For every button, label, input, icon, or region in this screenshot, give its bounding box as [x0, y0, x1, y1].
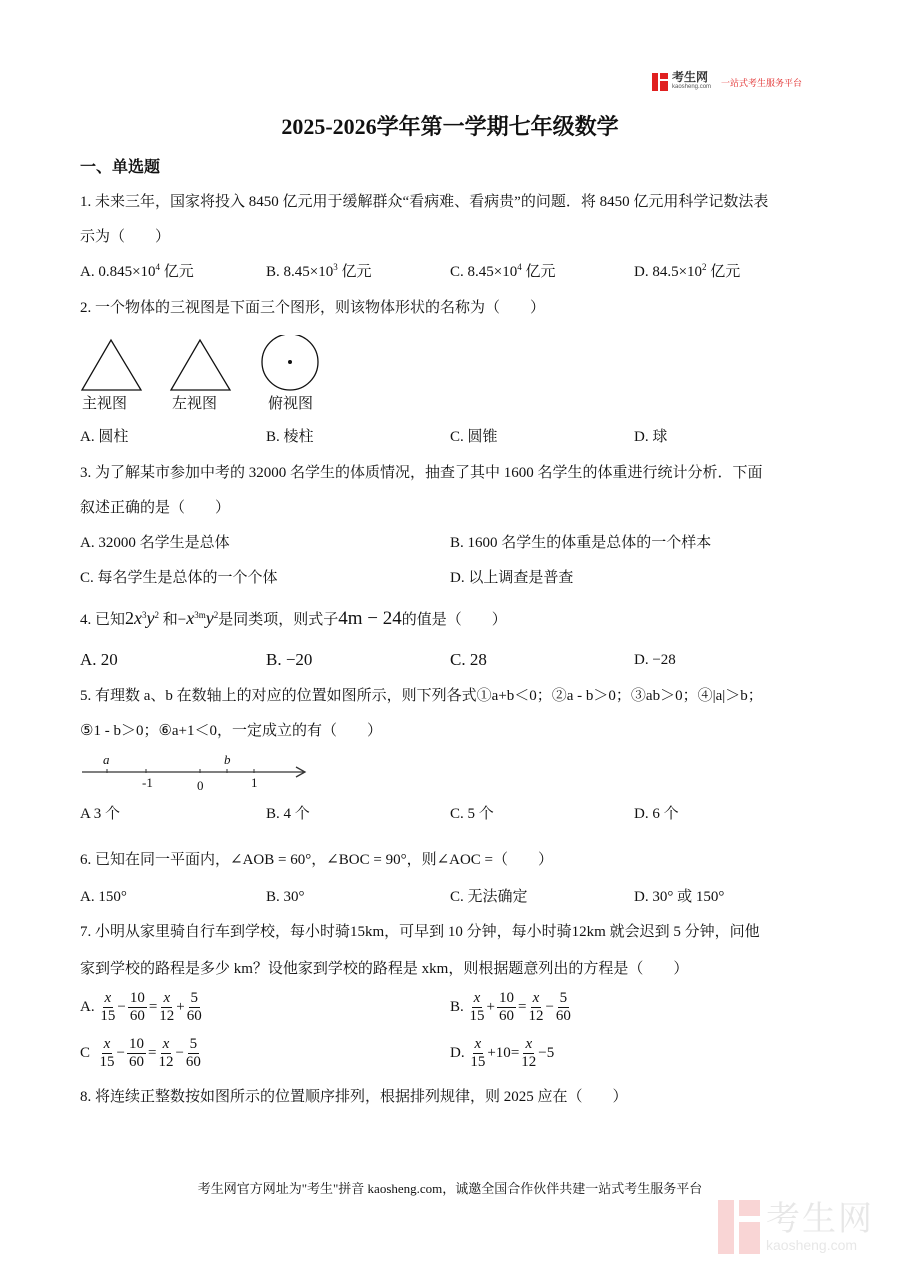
watermark-logo-icon: [718, 1200, 760, 1254]
q8-stem: 8. 将连续正整数按如图所示的位置顺序排列，根据排列规律，则 2025 应在（ ）: [80, 1089, 628, 1105]
watermark-logo: 考生网 kaosheng.com: [718, 1200, 874, 1254]
q5-option-d[interactable]: D. 6 个: [634, 806, 679, 822]
q3-option-b[interactable]: B. 1600 名学生的体重是总体的一个样本: [450, 535, 712, 551]
q4-option-d[interactable]: D. −28: [634, 652, 676, 668]
q5-option-a[interactable]: A 3 个: [80, 806, 121, 822]
q6-option-c[interactable]: C. 无法确定: [450, 889, 528, 905]
q1-option-d[interactable]: D. $84.5\times 10^2$ 亿元: [634, 262, 741, 280]
q7-stem: 7. 小明从家里骑自行车到学校，每小时骑15km，可早到 10 分钟，每小时骑12km 就会迟到 5 分钟，问他: [80, 924, 760, 940]
q3-option-d[interactable]: D. 以上调查是普查: [450, 570, 574, 586]
logo-brand: 考生网: [672, 70, 709, 84]
front-view-label: 主视图: [82, 396, 128, 412]
q3-option-c[interactable]: C. 每名学生是总体的一个个体: [80, 570, 278, 586]
q3-stem: 3. 为了解某市参加中考的 32000 名学生的体质情况，抽查了其中 1600 名学生的体重进行统计分析．下面: [80, 465, 763, 481]
q7-option-c[interactable]: C $\frac{x}{15}$ − $\frac{10}{60}$ = $\frac{x}{12}$ − $\frac{5}{60}$: [80, 1036, 201, 1071]
three-views-figure: [78, 335, 328, 395]
q5-option-c[interactable]: C. 5 个: [450, 806, 494, 822]
q2-stem: 2. 一个物体的三视图是下面三个图形，则该物体形状的名称为（ ）: [80, 300, 546, 316]
q6-option-a[interactable]: A. 150°: [80, 889, 127, 905]
top-view-label: 俯视图: [268, 396, 314, 412]
logo-url: kaosheng.com: [672, 84, 712, 90]
q2-option-a[interactable]: A. 圆柱: [80, 429, 129, 445]
header-logo[interactable]: [652, 72, 802, 92]
q1-stem: 1. 未来三年，国家将投入 8450 亿元用于缓解群众“看病难、看病贵”的问题．将 8450 亿元用科学记数法表: [80, 194, 769, 210]
section-heading: 一、单选题: [80, 159, 161, 176]
q3-option-a[interactable]: A. 32000 名学生是总体: [80, 535, 230, 551]
q6-option-d[interactable]: D. 30° 或 150°: [634, 889, 725, 905]
q4-option-b[interactable]: B. −20: [266, 650, 313, 669]
q4-stem: 4. 已知$2x^3y^2$ 和$-x^{3m}y^2$是同类项，则式子4m − 24的值是（ ）: [80, 608, 507, 629]
q1-option-c[interactable]: C. $8.45\times 10^4$ 亿元: [450, 262, 556, 280]
q5-stem: 5. 有理数 a、b 在数轴上的对应的位置如图所示，则下列各式①a+b＜0；②a - b＞0；③ab＞0；④|a|＞b；: [80, 688, 763, 704]
side-view-triangle: [171, 340, 230, 390]
q1-option-a[interactable]: A. $0.845\times 10^4$ 亿元: [80, 262, 194, 280]
q4-option-a[interactable]: A. 20: [80, 650, 118, 669]
top-view-center-dot: [288, 360, 292, 364]
q7-stem-cont: 家到学校的路程是多少 km？设他家到学校的路程是 xkm，则根据题意列出的方程是（ ）: [80, 961, 689, 977]
q7-option-b[interactable]: B. $\frac{x}{15}$ + $\frac{10}{60}$ = $\frac{x}{12}$ − $\frac{5}{60}$: [450, 990, 571, 1025]
kaosheng-logo-icon: [652, 73, 668, 91]
q5-stem-cont: ⑤1 - b＞0；⑥a+1＜0，一定成立的有（ ）: [80, 723, 383, 739]
side-view-label: 左视图: [172, 396, 218, 412]
point-b-label: b: [224, 752, 231, 767]
point-a-label: a: [103, 752, 110, 767]
tick-zero: 0: [197, 778, 204, 793]
q1-option-b[interactable]: B. $8.45\times 10^3$ 亿元: [266, 262, 372, 280]
tick-one: 1: [251, 775, 258, 790]
q3-stem-cont: 叙述正确的是（ ）: [80, 500, 231, 516]
logo-slogan: 一站式考生服务平台: [721, 77, 803, 88]
q2-option-b[interactable]: B. 棱柱: [266, 429, 314, 445]
q5-option-b[interactable]: B. 4 个: [266, 806, 310, 822]
q2-option-c[interactable]: C. 圆锥: [450, 429, 498, 445]
q2-option-d[interactable]: D. 球: [634, 429, 668, 445]
page-footer: 考生网官方网址为"考生"拼音 kaosheng.com，诚邀全国合作伙伴共建一站式考生服务平台: [197, 1181, 703, 1196]
q1-stem-cont: 示为（ ）: [80, 229, 171, 245]
number-line: [80, 752, 310, 794]
q7-option-a[interactable]: A. $\frac{x}{15}$ − $\frac{10}{60}$ = $\frac{x}{12}$ + $\frac{5}{60}$: [80, 990, 202, 1025]
q6-stem: 6. 已知在同一平面内，∠AOB = 60°，∠BOC = 90°，则∠AOC =（ ）: [80, 852, 554, 868]
front-view-triangle: [82, 340, 141, 390]
page-title: 2025-2026学年第一学期七年级数学: [281, 114, 619, 139]
tick-minus-one: -1: [142, 775, 153, 790]
q7-option-d[interactable]: D. $\frac{x}{15}$ +10= $\frac{x}{12}$ −5: [450, 1036, 555, 1071]
q4-option-c[interactable]: C. 28: [450, 650, 487, 669]
q6-option-b[interactable]: B. 30°: [266, 889, 305, 905]
